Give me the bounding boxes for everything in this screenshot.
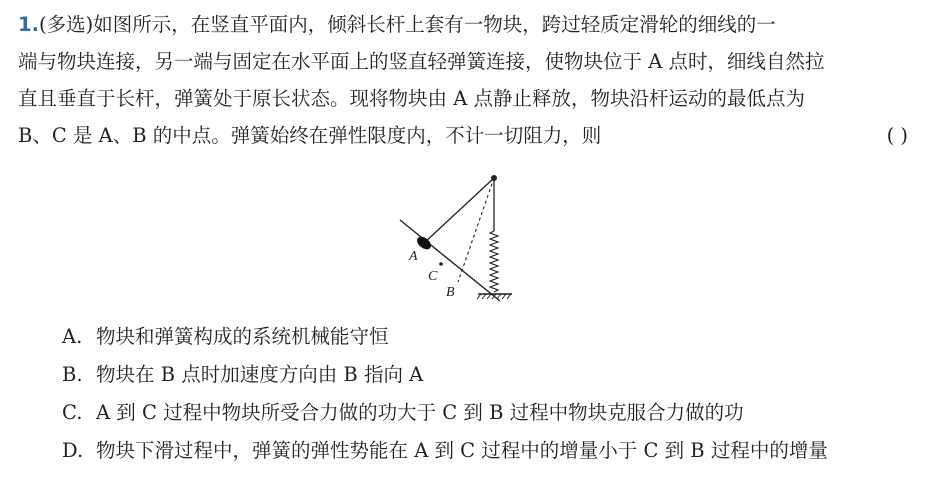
options-list (62, 318, 922, 470)
physics-figure (380, 158, 540, 308)
label-a: A (409, 249, 418, 264)
spring (490, 231, 498, 292)
option-letter: A. (62, 325, 83, 348)
question-stem (18, 6, 910, 154)
option-text: 物块和弹簧构成的系统机械能守恒 (96, 325, 389, 348)
label-b: B (446, 285, 455, 300)
option-letter: B. (62, 363, 83, 386)
dashed-line (458, 178, 494, 282)
option-text: A 到 C 过程中物块所受合力做的功大于 C 到 B 过程中物块克服合力做的功 (96, 401, 744, 424)
stem-line-4: B、C 是 A、B 的中点。弹簧始终在弹性限度内，不计一切阻力，则 (18, 124, 602, 147)
option-letter: D. (62, 439, 84, 462)
stem-line-1 (18, 6, 910, 43)
label-c: C (428, 269, 438, 284)
option-a[interactable] (62, 318, 922, 356)
option-text: 物块在 B 点时加速度方向由 B 指向 A (96, 363, 424, 386)
string (424, 178, 494, 243)
option-letter: C. (62, 401, 83, 424)
option-d[interactable] (62, 432, 922, 470)
question-number: 1. (18, 13, 39, 36)
option-text: 物块下滑过程中，弹簧的弹性势能在 A 到 C 过程中的增量小于 C 到 B 过程中的增量 (96, 439, 828, 462)
stem-line-3: 直且垂直于长杆，弹簧处于原长状态。现将物块由 A 点静止释放，物块沿杆运动的最低点为 (18, 87, 805, 110)
stem-line-2: 端与物块连接，另一端与固定在水平面上的竖直轻弹簧连接，使物块位于 A 点时，细线自然拉 (18, 50, 825, 73)
figure-diagram (380, 158, 540, 308)
question-tag: (多选) (38, 13, 94, 36)
stem-text-1: 如图所示，在竖直平面内，倾斜长杆上套有一物块，跨过轻质定滑轮的细线的一 (93, 13, 776, 36)
option-b[interactable] (62, 356, 922, 394)
option-c[interactable] (62, 394, 922, 432)
point-c (439, 262, 443, 266)
answer-blank: ( ) (886, 124, 908, 147)
